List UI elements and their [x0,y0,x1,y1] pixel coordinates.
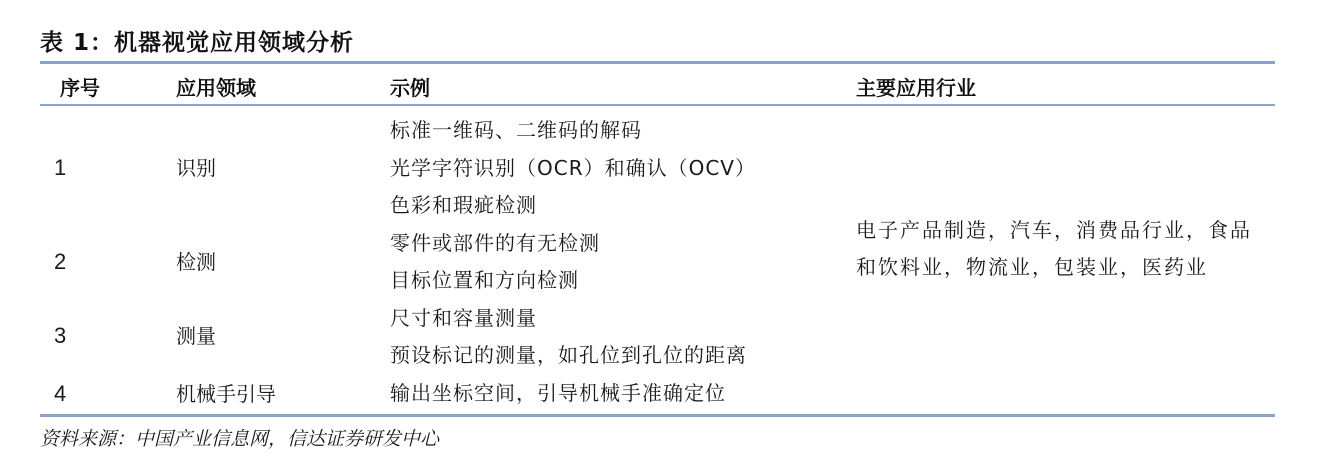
example-item: 零件或部件的有无检测 [390,230,600,255]
header-index: 序号 [60,76,100,100]
row-4-index: 4 [54,381,67,406]
row-1-field: 识别 [176,156,216,180]
example-item: 预设标记的测量，如孔位到孔位的距离 [390,343,747,367]
header-example: 示例 [390,76,430,100]
example-item: 标准一维码、二维码的解码 [390,118,642,142]
row-4-field: 机械手引导 [176,382,276,406]
header-field: 应用领域 [176,76,256,100]
example-item: 输出坐标空间，引导机械手准确定位 [390,380,726,405]
example-item: 光学字符识别（OCR）和确认（OCV） [390,155,756,180]
bottom-rule [40,414,1275,417]
row-3-index: 3 [54,323,67,348]
top-rule [40,61,1275,64]
industry-text: 电子产品制造，汽车，消费品行业，食品和饮料业，物流业，包装业，医药业 [856,218,1252,279]
row-1-index: 1 [54,155,67,180]
table-title: 表 1：机器视觉应用领域分析 [40,30,355,56]
source-note: 资料来源：中国产业信息网，信达证券研发中心 [40,428,440,450]
row-2-index: 2 [54,249,67,274]
header-rule [40,104,1275,106]
row-2-field: 检测 [176,250,216,274]
example-item: 色彩和瑕疵检测 [390,193,537,217]
example-item: 尺寸和容量测量 [390,305,537,330]
example-list [390,116,756,416]
example-item: 目标位置和方向检测 [390,268,579,292]
row-3-field: 测量 [176,324,216,348]
header-industry: 主要应用行业 [856,76,976,100]
